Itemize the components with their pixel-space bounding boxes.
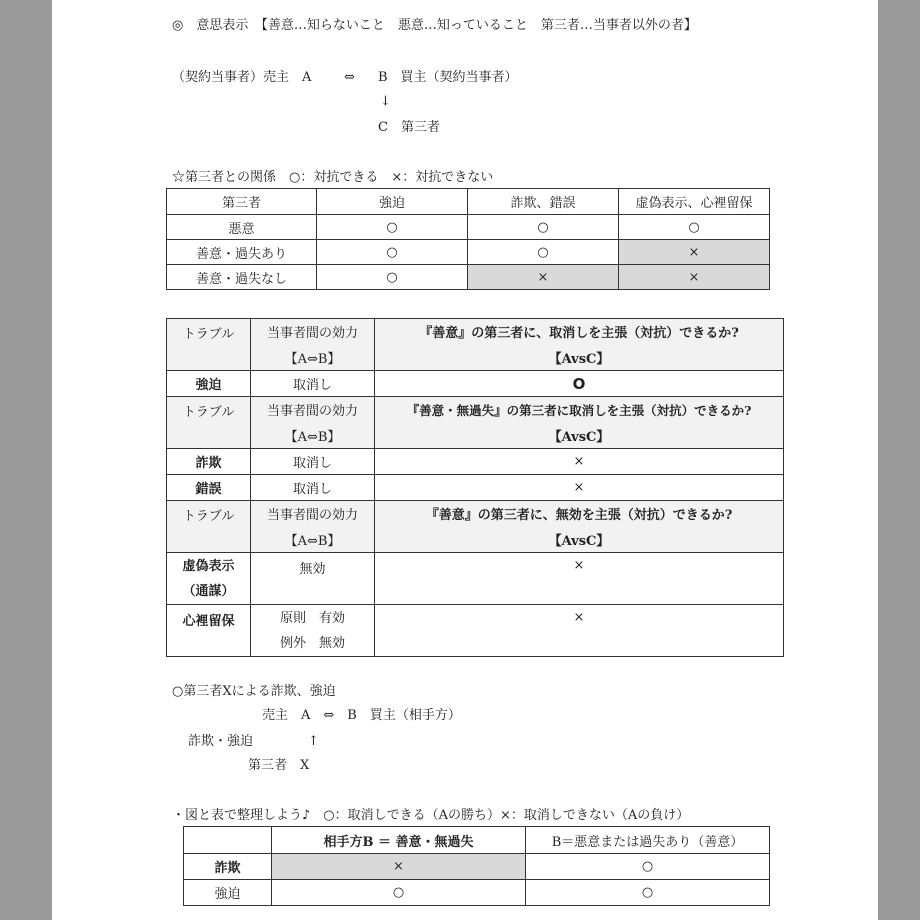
t1-row-label: 善意・過失あり (167, 240, 317, 265)
diagram1-down-arrow: ↓ (380, 94, 391, 109)
t2-shinri-result: × (375, 605, 784, 657)
t2-row-sakugo: 錯誤 (167, 475, 251, 501)
t2-row-kyogi (167, 553, 251, 605)
relation-note: ☆第三者との関係 ○：対抗できる ×：対抗できない (172, 170, 494, 185)
t2-kyogi-sublabel: （通謀） (182, 584, 235, 599)
t1-cell: × (619, 265, 770, 290)
t3-cell: × (272, 854, 526, 880)
t2-sagi-result: × (375, 449, 784, 475)
t1-cell: ○ (317, 240, 468, 265)
t2-h1-effect-ab: 【A⇔B】 (251, 345, 375, 371)
t1-cell: × (619, 240, 770, 265)
section3-up-arrow: ↑ (308, 734, 319, 749)
t2-kyogi-result: × (375, 553, 784, 605)
t2-kyohaku-effect: 取消し (251, 371, 375, 397)
t2-sakugo-effect: 取消し (251, 475, 375, 501)
t1-header-sagi: 詐欺、錯誤 (468, 189, 619, 215)
t3-row-label: 詐欺 (184, 854, 272, 880)
t3-cell: ○ (526, 880, 770, 906)
t2-shinri-effect-principle: 原則 有効 (279, 611, 345, 626)
t2-kyohaku-result: O (375, 371, 784, 397)
t1-cell: ○ (468, 240, 619, 265)
section3-line2-label: 詐欺・強迫 (188, 734, 254, 749)
t2-h1-effect: 当事者間の効力 (251, 319, 375, 345)
t2-h1-question: 『善意』の第三者に、取消しを主張（対抗）できるか? (375, 319, 784, 345)
diagram1-left: （契約当事者）売主 A (172, 70, 312, 85)
t3-cell: ○ (526, 854, 770, 880)
section3-line1: 売主 A ⇔ B 買主（相手方） (262, 708, 461, 723)
document-page (52, 0, 878, 920)
t1-header-kyogi: 虚偽表示、心裡留保 (619, 189, 770, 215)
t3-header-b2: B＝悪意または過失あり（善意） (526, 827, 770, 854)
t1-row-label: 悪意 (167, 215, 317, 240)
diagram1-right: B 買主（契約当事者） (378, 70, 518, 85)
t2-h1-avsc: 【AvsC】 (375, 345, 784, 371)
summary-table (183, 826, 770, 906)
t2-h3-question: 『善意』の第三者に、無効を主張（対抗）できるか? (375, 501, 784, 527)
third-party-table (166, 188, 770, 290)
t2-kyogi-effect: 無効 (251, 553, 375, 605)
t3-header-blank (184, 827, 272, 854)
t2-kyogi-label: 虚偽表示 (182, 559, 235, 574)
t3-header-b1: 相手方B ＝ 善意・無過失 (272, 827, 526, 854)
t3-cell: ○ (272, 880, 526, 906)
t1-cell: ○ (317, 215, 468, 240)
t2-h3-avsc: 【AvsC】 (375, 527, 784, 553)
t1-cell: ○ (317, 265, 468, 290)
t1-cell: ○ (619, 215, 770, 240)
t2-row-kyohaku: 強迫 (167, 371, 251, 397)
t1-row-label: 善意・過失なし (167, 265, 317, 290)
t2-shinri-effect-exception: 例外 無効 (279, 636, 345, 651)
t2-sakugo-result: × (375, 475, 784, 501)
t2-h3-effect-ab: 【A⇔B】 (251, 527, 375, 553)
t2-row-sagi: 詐欺 (167, 449, 251, 475)
t2-h3-effect: 当事者間の効力 (251, 501, 375, 527)
section4-note: ・図と表で整理しよう♪ ○：取消しできる（Aの勝ち）×：取消しできない（Aの負け） (172, 808, 690, 823)
t2-sagi-effect: 取消し (251, 449, 375, 475)
t2-h2-effect: 当事者間の効力 (251, 397, 375, 423)
t1-header-third: 第三者 (167, 189, 317, 215)
t1-header-kyohaku: 強迫 (317, 189, 468, 215)
section3-title: ○第三者Xによる詐欺、強迫 (172, 684, 336, 699)
t2-row-shinri: 心裡留保 (167, 605, 251, 657)
t2-h2-avsc: 【AvsC】 (375, 423, 784, 449)
trouble-table (166, 318, 784, 657)
title-line: ◎ 意思表示 【善意…知らないこと 悪意…知っていること 第三者…当事者以外の者】 (172, 18, 697, 33)
t2-h2-question: 『善意・無過失』の第三者に取消しを主張（対抗）できるか? (375, 397, 784, 423)
t1-cell: ○ (468, 215, 619, 240)
diagram1-third: C 第三者 (378, 120, 440, 135)
diagram1-arrow: ⇔ (344, 70, 355, 85)
t2-h3-trouble: トラブル (167, 501, 251, 553)
section3-line3: 第三者 X (248, 758, 310, 773)
t2-h1-trouble: トラブル (167, 319, 251, 371)
t2-h2-effect-ab: 【A⇔B】 (251, 423, 375, 449)
t3-row-label: 強迫 (184, 880, 272, 906)
t2-h2-trouble: トラブル (167, 397, 251, 449)
t2-shinri-effect (251, 605, 375, 657)
t1-cell: × (468, 265, 619, 290)
